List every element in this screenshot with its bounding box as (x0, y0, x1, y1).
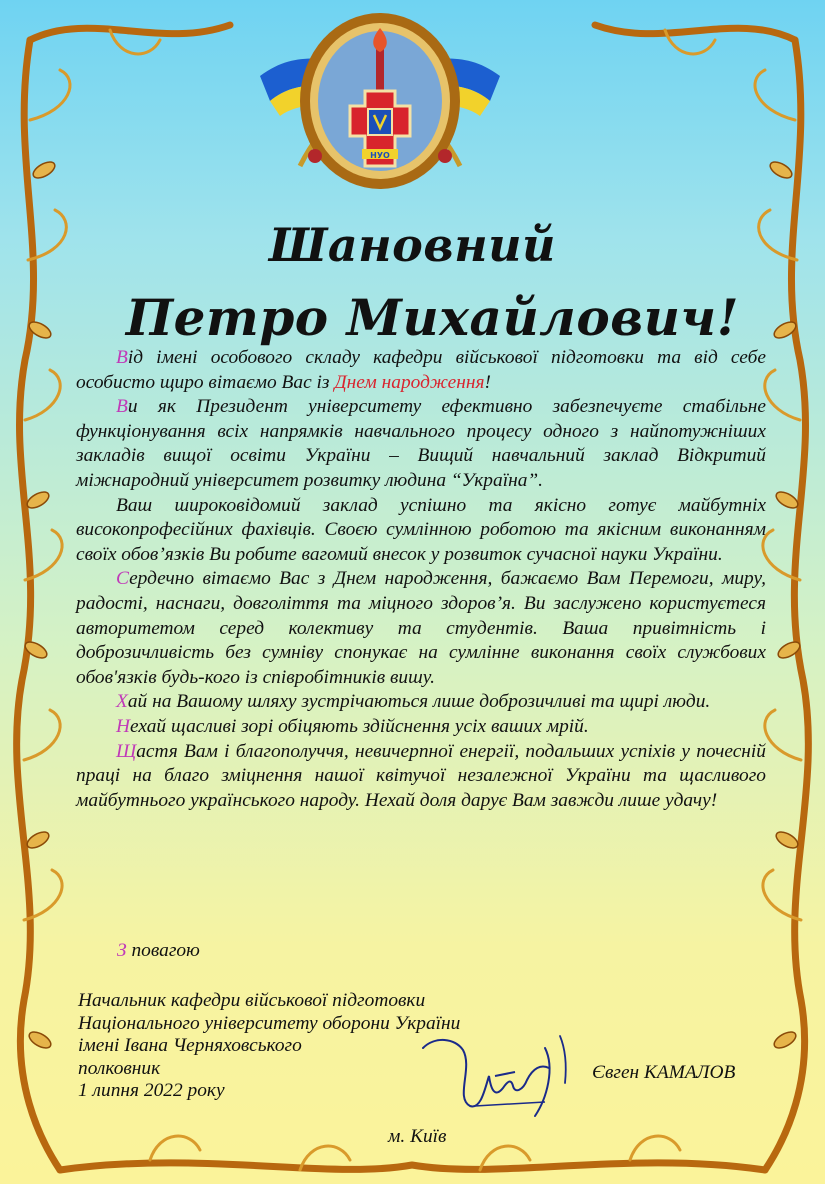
signer-position: Начальник кафедри військової підготовки (78, 990, 426, 1011)
greeting-text: повагою (126, 940, 200, 961)
drop-letter: Н (116, 715, 131, 737)
drop-letter: С (116, 568, 130, 590)
emblem-label: НУО (370, 151, 390, 160)
page-title-line2: Петро Михайлович! (125, 288, 740, 347)
signer-organization: Національного університету оборони України (78, 1012, 461, 1034)
paragraph (76, 715, 766, 740)
drop-letter: В (116, 347, 128, 368)
drop-letter: В (116, 396, 128, 418)
paragraph (76, 494, 766, 568)
paragraph-text: астя Вам і благополуччя, невичерпної енергії, подальших успіхів у почесній праці на благо зміцнення нашої квітучої незалежної України та щасливого майбутнього українського народу. Нехай доля дарує Вам завжди лише удачу! (76, 740, 766, 811)
signer-name: Євген КАМАЛОВ (592, 1062, 736, 1083)
paragraph (76, 346, 766, 395)
page-title-line1: Шановний (269, 218, 556, 272)
paragraph (76, 740, 766, 814)
paragraph (76, 395, 766, 493)
signer-rank: полковник (78, 1057, 161, 1079)
handwritten-signature-icon (415, 1028, 585, 1120)
paragraph-text: ехай щасливі зорі обіцяють здійснення усіх ваших мрій. (130, 715, 589, 737)
paragraph-text: ердечно вітаємо Вас з Днем народження, бажаємо Вам Перемоги, миру, радості, наснаги, довголіття та міцного здоров’я. Ви заслужено користуєтеся авторитетом серед колективу та студентів. Ваша привітність і доброзичливість без сумніву спонукає на сумлінне виконання своїх службових обов'язків будь-кого із співробітників вишу. (76, 568, 766, 688)
city: м. Київ (388, 1126, 447, 1147)
signer-organization-name: імені Івана Черняховського (78, 1035, 302, 1056)
paragraph (76, 567, 766, 690)
paragraph-end: ! (484, 371, 492, 393)
paragraph-text: ай на Вашому шляху зустрічаються лише доброзичливі та щирі люди. (127, 691, 711, 713)
drop-letter: Х (116, 691, 128, 713)
paragraph-text: и як Президент університету ефективно забезпечуєте стабільне функціонування всіх напрямків навчального процесу одного з найпотужніших закладів вищої освіти України – Вищий навчальний заклад Відкритий міжнародний університет розвитку людина “Україна”. (76, 396, 766, 491)
letter-body (76, 346, 766, 813)
paragraph-text: Ваш широковідомий заклад успішно та якісно готує майбутніх високопрофесійних фахівців. Своєю сумлінною роботою та якісним виконанням своїх обов’язків Ви робите вагомий внесок у розвиток сучасної науки України. (76, 494, 766, 565)
paragraph (76, 690, 766, 715)
letter-date: 1 липня 2022 року (78, 1080, 225, 1101)
closing-greeting (117, 940, 200, 962)
drop-letter: З (117, 940, 127, 961)
signature-block (78, 990, 460, 1103)
highlight-text: Днем народження (334, 371, 485, 393)
paragraph-text: ід імені особового складу кафедри військової підготовки та від себе особисто щиро вітаємо Вас із (76, 347, 766, 393)
military-academy-emblem-icon (260, 6, 500, 196)
drop-letter: Щ (116, 740, 137, 762)
